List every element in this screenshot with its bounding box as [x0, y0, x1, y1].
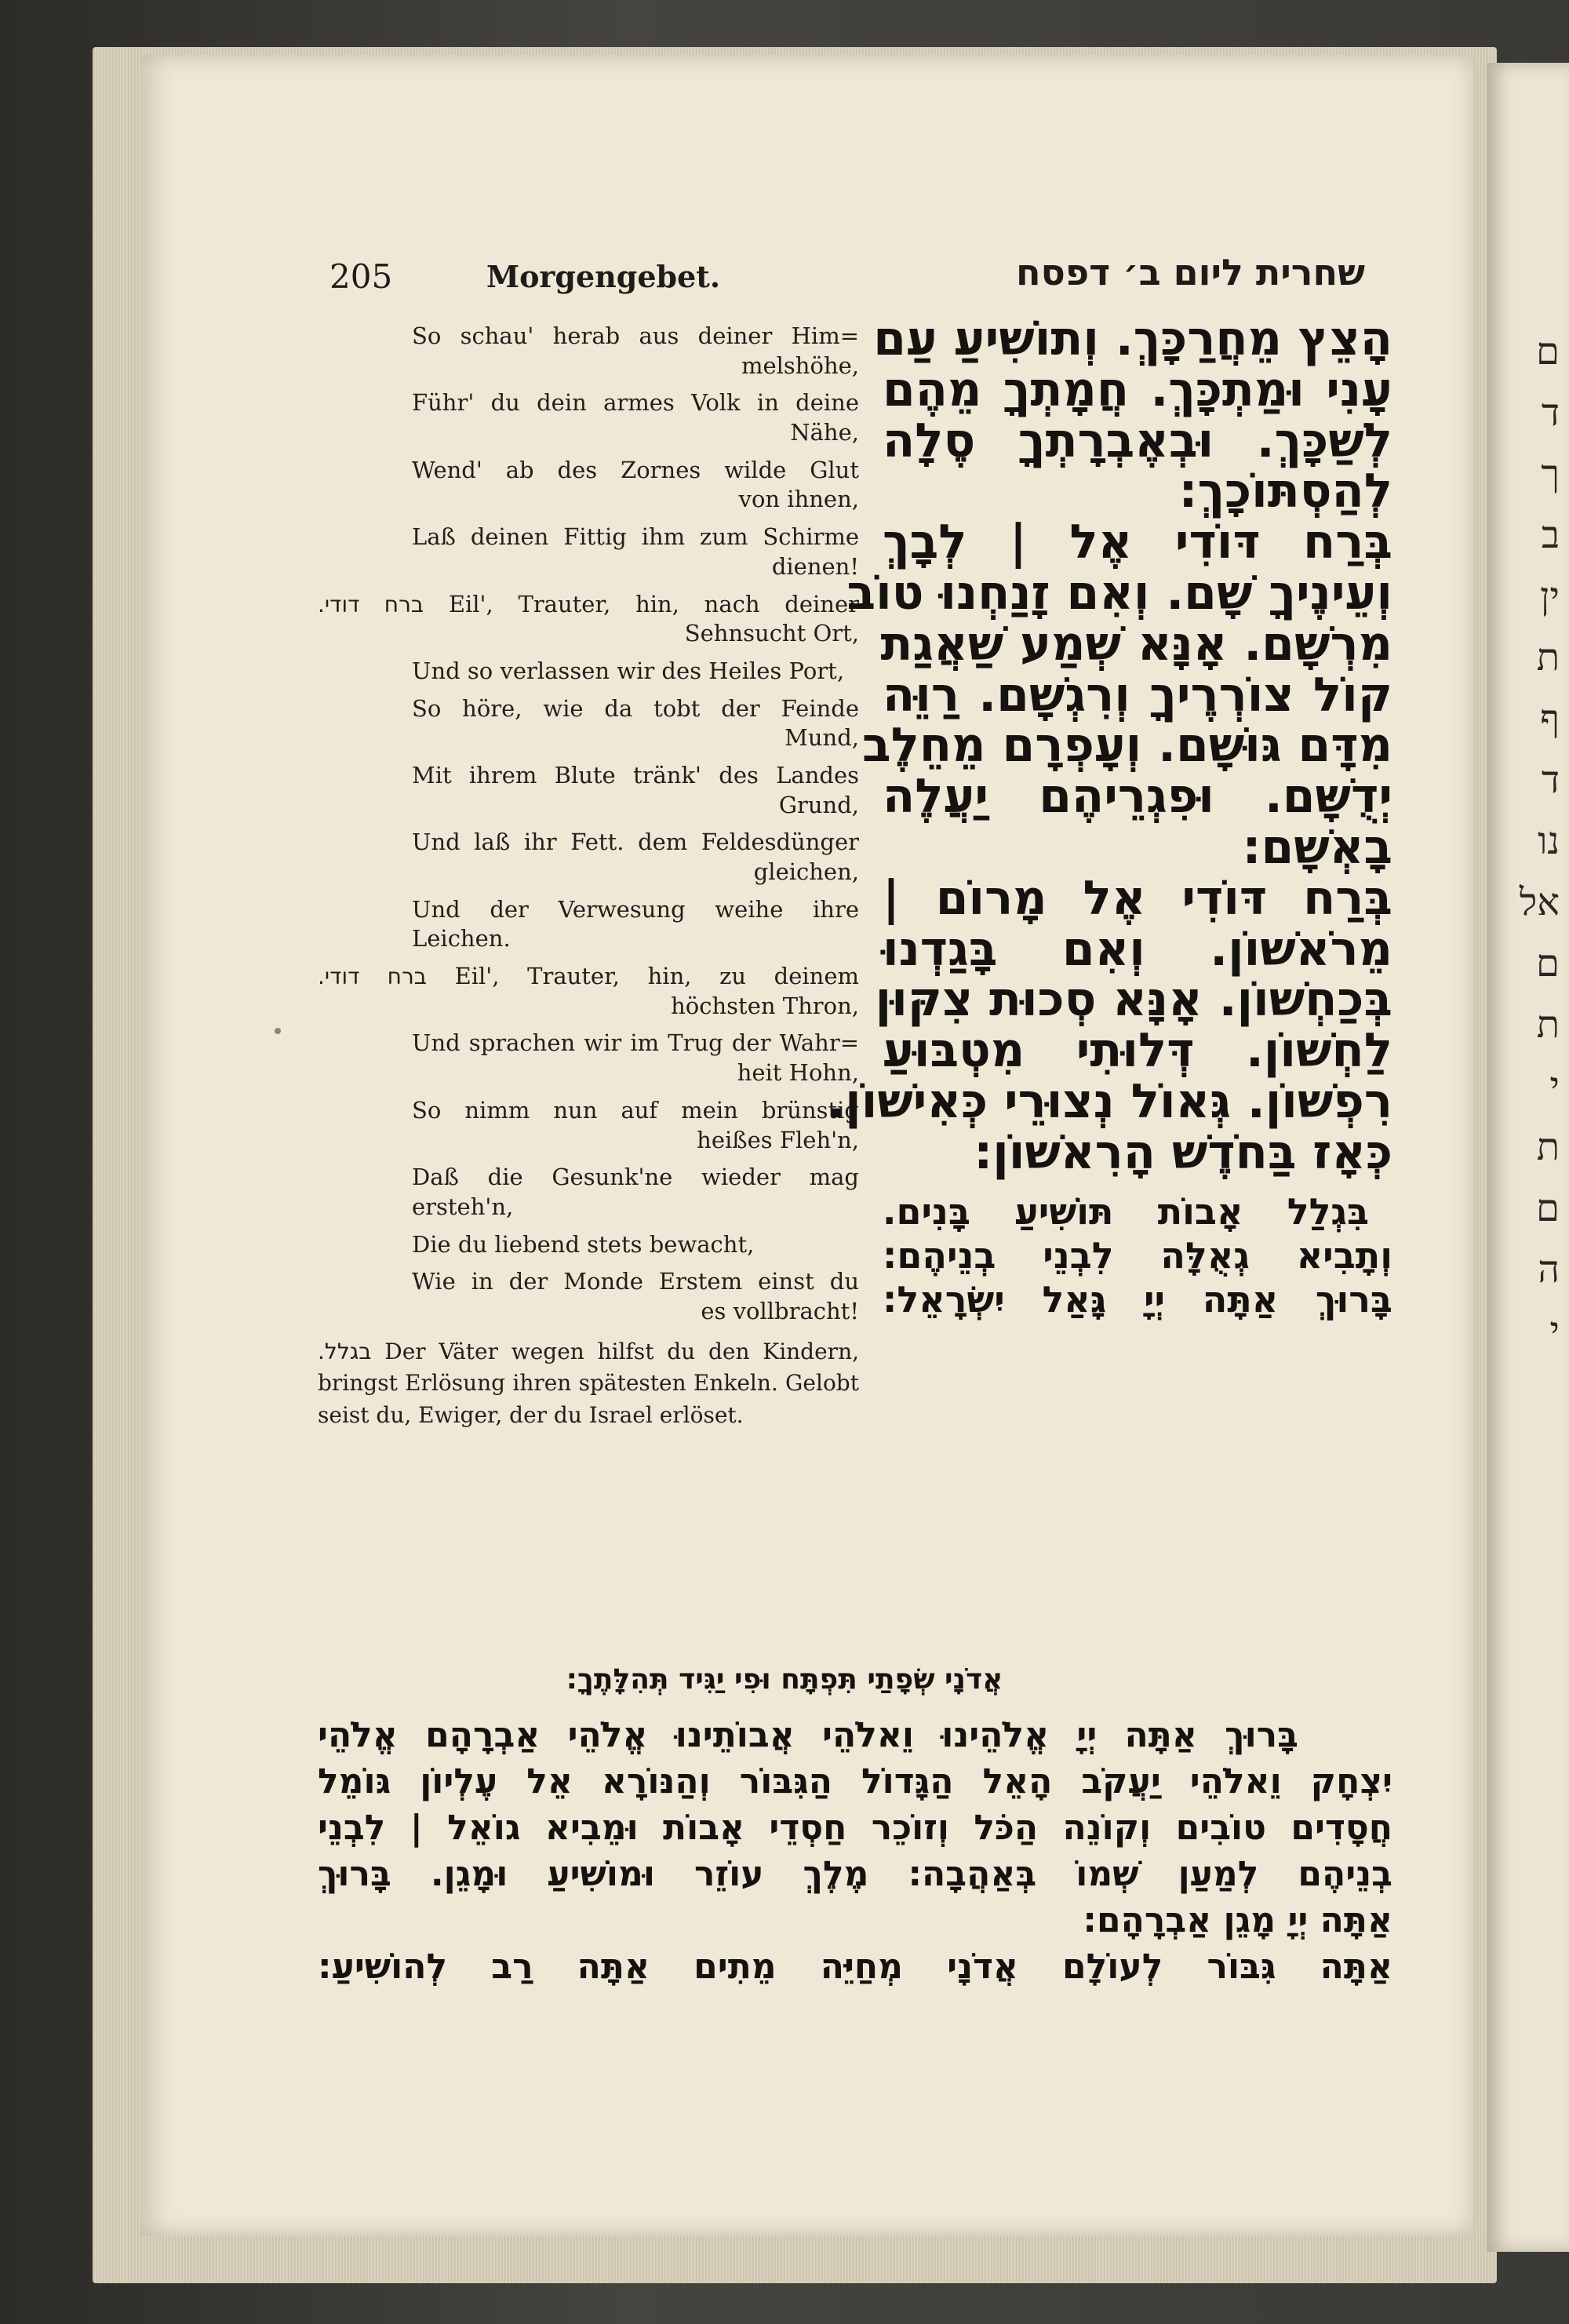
- hebrew-cue-tag: ברח דודי.: [318, 963, 427, 990]
- hebrew-piyyut-line: בְּכַחְשׁוֹן. אָנָּא סְכוּת צִקּוּן: [875, 972, 1392, 1028]
- page-number: 205: [329, 257, 393, 296]
- german-verse: [318, 1029, 859, 1087]
- german-verse-line: [318, 694, 859, 724]
- next-page-text-fragment: ת: [1536, 1125, 1560, 1169]
- german-verse-line: [318, 322, 859, 352]
- german-verse-continuation: gleichen,: [753, 858, 859, 885]
- german-verse: [318, 456, 859, 515]
- amidah-line: יִצְחָק וֵאלֹהֵי יַעֲקֹב הָאֵל הַגָּדוֹל הַגִּבּוֹר וְהַנּוֹרָא אֵל עֶלְיוֹן גּוֹמֵל: [318, 1761, 1392, 1801]
- page-header: [329, 251, 1365, 314]
- german-verse-line: [318, 1230, 859, 1260]
- next-page-text-fragment: ת: [1536, 1003, 1560, 1047]
- german-verse-line: [318, 388, 859, 418]
- german-note-text: Der Väter wegen hilfst du den Kindern, bringst Erlösung ihren spätesten Enkeln. Gelobt seist du, Ewiger, der du Israel erlöset.: [318, 1338, 859, 1428]
- german-verse: [318, 523, 859, 581]
- next-page-text-fragment: ה: [1538, 1248, 1560, 1291]
- german-verse-line: [318, 523, 859, 552]
- german-verse: [318, 694, 859, 753]
- german-verse-line: [318, 657, 859, 687]
- german-verse-text: Eil', Trauter, hin, zu deinem: [454, 963, 860, 990]
- amidah-line: בְנֵיהֶם לְמַעַן שְׁמוֹ בְּאַהֲבָה: מֶלֶךְ עוֹזֵר וּמוֹשִׁיעַ וּמָגֵן. בָּרוּךְ: [318, 1853, 1392, 1894]
- german-verse-line: [318, 895, 859, 954]
- hebrew-cue-tag: ברח דודי.: [318, 591, 424, 617]
- hebrew-piyyut-line: יְדֻשָּׁם. וּפִגְרֵיהֶם יַעֲלֶה: [883, 769, 1392, 825]
- german-verse-continuation: Mund,: [784, 724, 859, 752]
- german-verse: [318, 1267, 859, 1326]
- german-verse-text: Und der Verwesung weihe ihre Leichen.: [412, 895, 859, 953]
- running-title-german: Morgengebet.: [486, 259, 721, 294]
- german-verse: [318, 1163, 859, 1222]
- next-page-text-fragment: ך: [1541, 452, 1560, 496]
- german-verse-continuation: Sehnsucht Ort,: [684, 620, 859, 647]
- next-page-text-fragment: ם: [1536, 330, 1560, 373]
- german-verse-continuation: heit Hohn,: [737, 1059, 859, 1087]
- next-page-text-fragment: ב: [1541, 513, 1560, 557]
- german-verse-line: [318, 962, 859, 992]
- hebrew-piyyut-line: כְּאָז בַּחֹדֶשׁ הָרִאשׁוֹן:: [974, 1124, 1392, 1180]
- german-verse-continuation: dienen!: [771, 552, 859, 580]
- german-verse-text: Und sprachen wir im Trug der Wahr=: [412, 1029, 859, 1057]
- hebrew-piyyut-line: בָאְשָׁם:: [1242, 819, 1392, 875]
- next-page-text-fragment: ד: [1541, 758, 1560, 802]
- german-verse-continuation: melshöhe,: [741, 352, 859, 379]
- hebrew-piyyut-line: הָצֵץ מֵחֲרַכָּךְ. וְתוֹשִׁיעַ עַם: [873, 311, 1392, 366]
- german-verse-text: Mit ihrem Blute tränk' des Landes: [412, 761, 859, 789]
- german-verse-line: [318, 1029, 859, 1058]
- hebrew-piyyut-column: [827, 311, 1392, 1321]
- german-verse-line: [318, 456, 859, 486]
- next-page-edge: [1487, 63, 1569, 2252]
- german-verse: [318, 895, 859, 954]
- hebrew-blessing-line: בָּרוּךְ אַתָּה יְיָ גָּאַל יִשְׂרָאֵל:: [883, 1277, 1392, 1320]
- amidah-block: [318, 1663, 1392, 1991]
- german-verse-text: Die du liebend stets bewacht,: [412, 1230, 755, 1258]
- next-page-text-fragment: ין: [1540, 574, 1560, 618]
- german-verse-line: [318, 1096, 859, 1126]
- amidah-line: חֲסָדִים טוֹבִים וְקוֹנֵה הַכֹּל וְזוֹכֵר חַסְדֵי אָבוֹת וּמֵבִיא גוֹאֵל | לִבְנֵי: [318, 1807, 1392, 1848]
- next-page-text-fragment: אל: [1519, 880, 1560, 924]
- german-verse-text: Führ' du dein armes Volk in deine: [412, 389, 859, 417]
- german-verse-text: So schau' herab aus deiner Him=: [412, 322, 859, 349]
- german-verse-line: [318, 1267, 859, 1297]
- hebrew-piyyut-line: בְּרַח דּוֹדִי אֶל מָרוֹם |: [883, 870, 1392, 926]
- german-verse: [318, 761, 859, 820]
- hebrew-piyyut-line: מִרְשָׁם. אָנָּא שְׁמַע שַׁאֲגַת: [880, 616, 1392, 672]
- amidah-line: בָּרוּךְ אַתָּה יְיָ אֱלֹהֵינוּ וֵאלֹהֵי אֲבוֹתֵינוּ אֱלֹהֵי אַבְרָהָם אֱלֹהֵי: [318, 1715, 1298, 1755]
- next-page-text-fragment: ד: [1541, 391, 1560, 435]
- hebrew-piyyut-line: לְשַׁכָּךְ. וּבְאֶבְרָתְךָ סֶלָה: [883, 413, 1392, 468]
- german-verse: [318, 962, 859, 1021]
- german-verse: [318, 388, 859, 447]
- german-verse: [318, 322, 859, 381]
- hebrew-piyyut-line: לַחְשׁוֹן. דְּלוּתִי מִטְבּוּעַ: [883, 1023, 1392, 1079]
- german-translation-column: [318, 322, 859, 1431]
- hebrew-piyyut-line: מִדָּם גּוּשָׁם. וְעָפְרָם מֵחֵלֶב: [862, 718, 1392, 774]
- next-page-text-fragment: ם: [1536, 1186, 1560, 1230]
- adonai-sfatai-line: אֲדֹנָי שְׂפָתַי תִּפְתָּח וּפִי יַגִּיד תְּהִלָּתֶךָ:: [566, 1663, 1003, 1696]
- german-verse-line: [318, 761, 859, 791]
- next-page-text-fragment: ם: [1536, 942, 1560, 985]
- german-verse-continuation: heißes Fleh'n,: [697, 1126, 859, 1153]
- german-verse-text: Und so verlassen wir des Heiles Port,: [412, 657, 845, 684]
- hebrew-piyyut-line: מֵרֹאשׁוֹן. וְאִם בָּגַדְנוּ: [883, 921, 1392, 977]
- german-verse-continuation: höchsten Thron,: [671, 992, 859, 1019]
- amidah-line: אַתָּה יְיָ מָגֵן אַבְרָהָם:: [1083, 1900, 1392, 1940]
- german-verse: [318, 1096, 859, 1155]
- german-verse-line: [318, 590, 859, 620]
- german-verse-continuation: es vollbracht!: [701, 1297, 859, 1324]
- next-page-text-fragment: י: [1549, 1309, 1560, 1353]
- german-verse-text: So höre, wie da tobt der Feinde: [412, 694, 859, 722]
- amidah-line: אַתָּה גִּבּוֹר לְעוֹלָם אֲדֹנָי מְחַיֵּה מֵתִים אַתָּה רַב לְהוֹשִׁיעַ:: [318, 1946, 1392, 1987]
- german-verse-line: [318, 828, 859, 858]
- german-verse-continuation: Nähe,: [790, 419, 859, 446]
- german-blessing-note: [318, 1336, 859, 1432]
- paper-speck: [275, 1028, 281, 1034]
- hebrew-blessing-line: וְתָבִיא גְאֻלָּה לִבְנֵי בְנֵיהֶם:: [883, 1233, 1392, 1277]
- german-verse-text: Wie in der Monde Erstem einst du: [412, 1268, 859, 1295]
- german-verse: [318, 657, 859, 687]
- german-verse: [318, 828, 859, 887]
- german-verse-line: [318, 1163, 859, 1222]
- hebrew-piyyut-line: קוֹל צוֹרְרֶיךָ וְרִגְשָׁם. רַוֵּה: [883, 667, 1392, 723]
- german-verse-text: Daß die Gesunk'ne wieder mag ersteh'n,: [412, 1164, 859, 1220]
- german-verse-continuation: Grund,: [778, 791, 859, 818]
- running-title-hebrew: שחרית ליום ב׳ דפסח: [1015, 251, 1365, 293]
- next-page-text-fragment: ף: [1540, 697, 1560, 741]
- hebrew-blessing-line: בִּגְלַל אָבוֹת תּוֹשִׁיעַ בָּנִים.: [883, 1189, 1369, 1233]
- hebrew-cue-tag: בגלל.: [318, 1338, 372, 1364]
- german-verse: [318, 590, 859, 649]
- next-page-text-fragment: ת: [1536, 636, 1560, 679]
- hebrew-piyyut-line: בְּרַח דּוֹדִי אֶל | לְבָךְ: [883, 515, 1392, 570]
- german-verse-continuation: von ihnen,: [738, 486, 859, 513]
- next-page-text-fragment: י: [1549, 1064, 1560, 1108]
- next-page-text-fragment: נו: [1538, 819, 1560, 863]
- german-verse-text: Laß deinen Fittig ihm zum Schirme: [412, 523, 859, 551]
- german-verse-text: Eil', Trauter, hin, nach deiner: [448, 590, 860, 617]
- german-verse-text: Wend' ab des Zornes wilde Glut: [412, 456, 859, 483]
- hebrew-piyyut-line: רִפְשׁוֹן. גְּאוֹל נְצוּרֵי כְּאִישׁוֹן.: [827, 1073, 1392, 1129]
- hebrew-piyyut-line: לְהַסְתּוֹכָךְ:: [1178, 464, 1392, 519]
- hebrew-piyyut-line: וְעֵינֶיךָ שָׁם. וְאִם זָנַחְנוּ טוֹב: [846, 565, 1392, 621]
- german-verse-text: Und laß ihr Fett. dem Feldesdünger: [412, 829, 859, 856]
- german-verse-text: So nimm nun auf mein brünstig: [412, 1096, 859, 1124]
- german-verse: [318, 1230, 859, 1260]
- hebrew-piyyut-line: עָנִי וּמַתְכָּךְ. חֲמָתְךָ מֵהֶם: [883, 362, 1392, 417]
